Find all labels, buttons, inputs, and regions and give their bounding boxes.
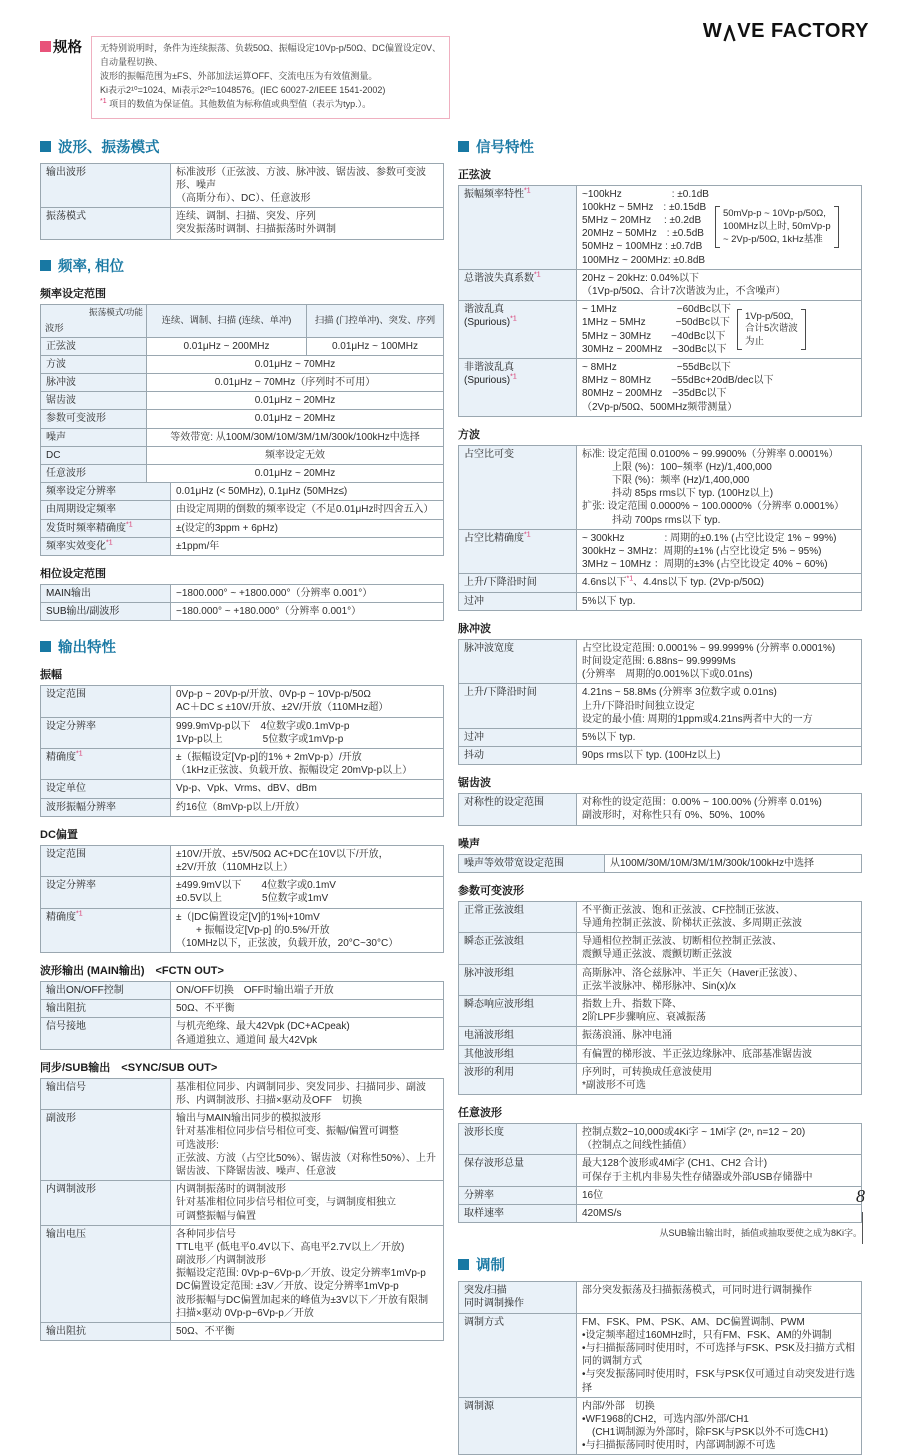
row-value: 占空比设定范围: 0.0001% ~ 99.9999% (分辨率 0.0001%) 时间设定范围: 6.88ns~ 99.9999Ms (分辨率 周期的0.001%以下或0.01ns) [582,642,836,681]
table-row [459,1313,861,1397]
spec-table [458,445,862,611]
row-value: ±（|DC偏置设定[V]的1%|+10mV + 振幅设定[Vp-p] 的0.5%/开放 （10MHz以下，正弦波，负载开放，20°C~30°C） [176,911,399,949]
table-row [41,876,443,907]
row-value: 与机壳绝缘、最大42Vpk (DC+ACpeak) 各通道独立、通道间 最大42Vpk [176,1021,350,1046]
table-row [459,746,861,764]
spec-table [458,1123,862,1223]
table-row [459,932,861,963]
table-row [459,640,861,684]
table-row [41,999,443,1017]
logo-waveform-icon [723,25,736,42]
column-header: 连续、调制、扫描 (连续、单冲) [147,305,307,337]
section-heading [458,1254,862,1275]
spec-table [40,981,444,1050]
table-row [41,1109,443,1180]
subsection-heading: 频率设定范围 [40,287,106,300]
table-row [459,728,861,746]
section-heading [40,136,444,157]
table-row [459,1186,861,1204]
footnote-marker: *1 [524,187,531,195]
row-label: 脉冲波形组 [459,965,577,995]
table-row [459,1124,861,1154]
table-row [41,908,443,953]
row-label: 信号接地 [41,1018,171,1048]
row-value: 5%以下 typ. [582,731,636,743]
row-value: 4.6ns以下$^{*1}$、4.4ns以下 typ. (2Vp-p/50Ω) [582,576,764,589]
row-value: 部分突发振荡及扫描振荡模式，可同时进行调制操作 [582,1285,812,1297]
table-row [41,982,443,999]
table-row [459,592,861,610]
row-label: 精确度$^{*1}$ [41,749,171,779]
section-heading-text: 频率, 相位 [58,258,125,275]
spec-table [40,685,444,817]
table-row [459,902,861,932]
row-label: 内调制波形 [41,1181,171,1225]
row-value: ±（振幅设定[Vp-p]的1% + 2mVp-p）/开放 （1kHz正弦波、负载开放、振幅设定 20mVp-p以上） [176,752,413,777]
spec-table [40,163,444,240]
row-value: 0.01μHz ~ 20MHz [254,467,336,479]
table-row [41,717,443,748]
table-row [41,779,443,797]
footnote-marker: *1 [106,539,113,547]
spec-table [40,845,444,953]
bracket-note: 1Vp-p/50Ω, 合计5次谐波 为止 [737,309,806,351]
row-label: SUB输出/副波形 [41,603,171,620]
row-label: 设定分辨率 [41,877,171,907]
footnote-marker: *1 [76,910,83,918]
row-value: 连续、调制、扫描、突发、序列 突发振荡时调制、扫描振荡时外调制 [176,211,336,236]
row-label: 脉冲波 [41,374,147,391]
row-value: 20Hz ~ 20kHz: 0.04%以下 （1Vp-p/50Ω、合计7次谐波为止，不含噪声） [582,272,786,297]
row-value: 各种同步信号 TTL电平 (低电平0.4V以下、高电平2.7V以上／开放) 副波形／内调制波形 振幅设定范围: 0Vp-p~6Vp-p／开放、设定分辨率1mVp-p DC偏置设定范围: ±3V／开放、设定分辨率1mVp-p 波形振幅与DC偏置加起来的峰值为±3V以下／开放有限制 扫描×驱动 0Vp-p~6Vp-p／开放 [176,1228,429,1319]
row-label: 抖动 [459,747,577,764]
subsection-heading: 锯齿波 [458,777,491,790]
table-footnote: 从SUB输出输出时，插值或抽取要使之成为8Ki字。 [659,1228,862,1239]
table-row [459,1154,861,1185]
footnote-marker: *1 [524,531,531,539]
row-label: 输出信号 [41,1079,171,1109]
frequency-range-table [40,304,444,484]
bracket-note: 50mVp-p ~ 10Vp-p/50Ω, 100MHz以上时, 50mVp-p ~ 2Vp-p/50Ω, 1kHz基准 [715,206,839,248]
row-value: 0.01μHz ~ 200MHz [147,338,307,355]
row-label: 波形长度 [459,1124,577,1154]
row-label: 占空比精确度$^{*1}$ [459,530,577,574]
table-row [459,1204,861,1222]
spec-table [458,901,862,1095]
row-label: 方波 [41,356,147,373]
row-label: 其他波形组 [459,1046,577,1063]
table-row [41,464,443,482]
table-row [459,855,861,872]
spec-heading-text: 规格 [53,40,82,56]
row-label: 输出ON/OFF控制 [41,982,171,999]
row-label: 保存波形总量 [459,1155,577,1185]
row-label: 设定范围 [41,686,171,716]
heading-square-icon [40,41,51,52]
section-heading [40,255,444,276]
spec-table [40,1078,444,1341]
row-value: 标准: 设定范围 0.0100% ~ 99.9900%（分辨率 0.0001%） 上限 (%)：100−频率 (Hz)/1,400,000 下限 (%)：频率 (Hz)/1,400,000 抖动 85ps rms以下 typ. (100Hz以上) 扩张: 设定范围 0.0000% ~ 100.0000%（分辨率 0.0001%） 抖动 700ps rms以下 typ. [582,448,845,526]
table-row [41,391,443,409]
page-number [856,1186,865,1207]
spec-heading [40,36,82,57]
row-label: 副波形 [41,1110,171,1180]
row-value: ±(设定的3ppm + 6pHz) [176,522,278,534]
row-value: 0.01μHz ~ 70MHz [254,358,336,370]
row-value: 频率设定无效 [265,449,325,461]
spec-table [458,793,862,825]
row-value [577,186,861,269]
row-value: 约16位（8mVp-p以上/开放） [176,801,305,813]
row-label: 调制源 [459,1398,577,1455]
row-label: 上升/下降沿时间 [459,684,577,728]
section-square-icon [40,260,51,271]
row-label: 过冲 [459,593,577,610]
subsection-heading: 同步/SUB输出 <SYNC/SUB OUT> [40,1061,218,1074]
section-heading-text: 输出特性 [58,640,116,657]
row-label: 上升/下降沿时间 [459,574,577,591]
row-value: 对称性的设定范围：0.00% ~ 100.00% (分辨率 0.01%) 副波形时，对称性只有 0%、50%、100% [582,797,822,822]
row-label: 电涌波形组 [459,1027,577,1044]
section-square-icon [40,641,51,652]
row-value: 输出与MAIN输出同步的模拟波形 针对基准相位同步信号相位可变、振幅/偏置可调整 可选波形: 正弦波、方波（占空比50%）、锯齿波（对称性50%）、上升锯齿波、下降锯齿波、噪声、任意波 [176,1113,437,1177]
row-label: 振荡模式 [41,208,171,238]
table-row [41,1322,443,1340]
table-row [41,446,443,464]
subsection-heading: 任意波形 [458,1107,502,1120]
spec-table [458,1281,862,1455]
spec-conditions-note: 无特别说明时，条件为连续振荡、负载50Ω、振幅设定10Vp-p/50Ω、DC偏置设定0V、自动量程切换、 波形的振幅范围为±FS、外部加法运算OFF、交流电压为有效值测量。 Ki表示2¹⁰=1024、Mi表示2²⁰=1048576。(IEC 60027-2/IEEE 1541-2002) $^{*1}$ 项目的数值为保证值。其他数值为标称值或典型值（表示为typ.）。 [91,36,450,119]
subsection-heading: 参数可变波形 [458,884,524,897]
table-row [41,537,443,555]
page-number-text: 8 [856,1186,865,1206]
row-value: 0Vp-p ~ 20Vp-p/开放、0Vp-p ~ 10Vp-p/50Ω AC＋DC ≤ ±10V/开放、±2V/开放（110MHz超） [176,689,389,714]
row-value: ~ 300kHz : 周期的±0.1% (占空比设定 1% ~ 99%) 300kHz ~ 3MHz：周期的±1% (占空比设定 5% ~ 95%) 3MHz ~ 10MHz ：周期的±3% (占空比设定 40% ~ 60%) [582,532,837,571]
row-label: 总谐波失真系数$^{*1}$ [459,270,577,300]
subsection-heading: 方波 [458,428,480,441]
row-label: 振幅频率特性$^{*1}$ [459,186,577,269]
table-row [459,573,861,591]
row-value: ±499.9mV以下 4位数字或0.1mV ±0.5V以上 5位数字或1mV [176,880,336,905]
table-row [41,748,443,779]
left-column [40,121,444,1455]
table-header-row [41,305,443,337]
row-label: 噪声等效带宽设定范围 [459,855,605,872]
section-square-icon [458,141,469,152]
table-row [41,373,443,391]
row-label: 设定范围 [41,846,171,876]
row-value: 内调制振荡时的调制波形 针对基准相位同步信号相位可变，与调制度相独立 可调整振幅与偏置 [176,1184,396,1222]
row-value: 999.9mVp-p以下 4位数字或0.1mVp-p 1Vp-p以上 5位数字或1mVp-p [176,720,350,745]
row-value: 不平衡正弦波、饱和正弦波、CF控制正弦波、 导通角控制正弦波、阶梯状正弦波、多周期正弦波 [582,904,802,929]
column-header: 扫描 (门控单冲)、突发、序列 [307,305,443,337]
row-value: ON/OFF切换 OFF时输出端子开放 [176,985,334,997]
row-label: 脉冲波宽度 [459,640,577,684]
row-value: 16位 [582,1189,604,1201]
row-label: 设定分辨率 [41,718,171,748]
row-value: 420MS/s [582,1208,622,1219]
table-row [41,207,443,238]
spec-table [458,185,862,417]
row-label: 输出阻抗 [41,1000,171,1017]
row-value: 4.21ns ~ 58.8Ms (分辨率 3位数字或 0.01ns) 上升/下降沿时间独立设定 设定的最小值: 周期的1ppm或4.21ns两者中大的一方 [582,687,813,725]
table-row [459,529,861,574]
row-value: 0.01μHz ~ 20MHz [254,413,336,425]
table-row [459,1063,861,1094]
section-heading-text: 波形、振荡模式 [58,139,160,156]
row-label: 输出波形 [41,164,171,208]
right-column [458,121,862,1455]
table-row [459,1026,861,1044]
row-label: 谐波乱真 (Spurious)$^{*1}$ [459,301,577,358]
table-row [41,483,443,500]
row-value: 指数上升、指数下降、 2阶LPF步骤响应、衰减振荡 [582,998,706,1024]
row-label: 波形振幅分辨率 [41,799,171,816]
table-row [459,995,861,1026]
row-value: 5%以下 typ. [582,595,636,607]
subsection-heading: 正弦波 [458,168,491,181]
spec-table [458,639,862,766]
row-value-text: ~100kHz : ±0.1dB 100kHz ~ 5MHz : ±0.15dB 5MHz ~ 20MHz : ±0.2dB 20MHz ~ 50MHz : ±0.5dB 50MHz ~ 100MHz : ±0.7dB 100MHz ~ 200MHz: ±0.8dB [582,188,709,266]
table-row [41,164,443,208]
section-heading [40,636,444,657]
row-value: ±10V/开放、±5V/50Ω AC+DC在10V以下/开放， ±2V/开放（110MHz以上） [176,848,389,873]
table-row [459,358,861,416]
row-value [577,301,861,358]
table-row [41,1017,443,1048]
row-value: −1800.000° ~ +1800.000°（分辨率 0.001°） [176,587,373,599]
row-value: ~ 8MHz −55dBc以下 8MHz ~ 80MHz −55dBc+20dB/dec以下 80MHz ~ 200MHz −35dBc以下 （2Vp-p/50Ω、500MHz频带测量） [582,361,774,413]
row-label: 调制方式 [459,1314,577,1397]
row-label: 波形的利用 [459,1064,577,1094]
table-row [41,355,443,373]
brand-logo [703,20,869,43]
table-row [41,846,443,876]
row-label: 输出阻抗 [41,1323,171,1340]
row-label: 正弦波 [41,338,147,355]
logo-text-suffix: VE FACTORY [737,20,869,42]
table-row [41,686,443,716]
row-value: 有偏置的梯形波、半正弦边缘脉冲、底部基准锯齿波 [582,1048,812,1060]
row-label: 瞬态响应波形组 [459,996,577,1026]
row-value: 由设定周期的倒数的频率设定（不足0.01μHz时四舍五入） [176,504,434,516]
table-row [459,794,861,824]
row-label: 突发/扫描 同时调制操作 [459,1282,577,1312]
diagonal-bottom-label: 波形 [45,323,64,334]
row-value: 导通相位控制正弦波、切断相位控制正弦波、 震颤导通正弦波、震颤切断正弦波 [582,936,782,961]
footnote-marker: *1 [76,750,83,758]
row-label: 任意波形 [41,465,147,482]
row-label: 正常正弦波组 [459,902,577,932]
table-row [459,1045,861,1063]
row-label: 分辨率 [459,1187,577,1204]
row-label: 非谐波乱真 (Spurious)$^{*1}$ [459,359,577,416]
table-row [459,1282,861,1312]
footnote-marker: *1 [100,97,107,105]
row-value: 高斯脉冲、洛仑兹脉冲、半正矢（Haver正弦波）、 正弦半波脉冲、梯形脉冲、Sin(x)/x [582,967,804,992]
row-label: MAIN输出 [41,585,171,602]
footnote-marker: *1 [510,316,517,324]
row-value: 控制点数2~10,000或4Ki字 ~ 1Mi字 (2ⁿ, n=12 ~ 20) （控制点之间线性插值） [582,1127,806,1152]
table-row [459,683,861,728]
table-row [459,269,861,300]
row-value: ±1ppm/年 [176,540,220,552]
page-fold-mark [862,1212,863,1244]
row-label: 瞬态正弦波组 [459,933,577,963]
section-heading [458,136,862,157]
table-row [41,585,443,602]
row-label: 参数可变波形 [41,410,147,427]
row-value: 50Ω、不平衡 [176,1003,235,1015]
spec-table [40,482,444,556]
row-value: 0.01μHz (< 50MHz), 0.1μHz (50MHz≤) [176,486,348,498]
row-value: 90ps rms以下 typ. (100Hz以上) [582,750,721,762]
row-label: 输出电压 [41,1226,171,1322]
row-value: Vp-p、Vpk、Vrms、dBV、dBm [176,783,317,795]
subsection-heading: 脉冲波 [458,622,491,635]
row-value: FM、FSK、PM、PSK、AM、DC偏置调制、PWM •设定频率超过160MHz时，只有FM、FSK、AM的外调制 •与扫描振荡同时使用时，不可选择与FSK、PSK及扫描方式相同的调制方式 •与突发振荡同时使用时，FSK与PSK仅可通过自动突发进行选择 [582,1316,855,1394]
table-row [459,186,861,269]
logo-text-prefix: W [702,20,723,42]
row-value: 从100M/30M/10M/3M/1M/300k/100kHz中选择 [610,857,814,869]
section-heading-text: 调制 [476,1258,505,1275]
row-label: 占空比可变 [459,446,577,529]
table-row [41,602,443,620]
row-label: 设定单位 [41,780,171,797]
section-square-icon [458,1259,469,1270]
row-label: 取样速率 [459,1205,577,1222]
table-row [41,519,443,537]
table-row [41,337,443,355]
row-label: 精确度$^{*1}$ [41,909,171,953]
row-value: 50Ω、不平衡 [176,1326,235,1337]
table-row [41,1180,443,1225]
row-label: 锯齿波 [41,392,147,409]
subsection-heading: DC偏置 [40,828,78,841]
row-label: 对称性的设定范围 [459,794,577,824]
row-value: 序列时，可转换成任意波使用 *副波形不可选 [582,1066,712,1091]
subsection-heading: 相位设定范围 [40,567,106,580]
row-value: 振荡浪涌、脉冲电涌 [582,1030,672,1042]
row-value: −180.000° ~ +180.000°（分辨率 0.001°） [176,606,362,618]
row-value: 等效带宽: 从100M/30M/10M/3M/1M/300k/100kHz中选择 [170,431,420,443]
row-value-text: ~ 1MHz −60dBc以下 1MHz ~ 5MHz −50dBc以下 5MHz ~ 30MHz −40dBc以下 30MHz ~ 200MHz −30dBc以下 [582,304,731,355]
row-label: 发货时频率精确度$^{*1}$ [41,520,171,537]
row-value: 0.01μHz ~ 70MHz（序列时不可用） [214,377,376,388]
row-label: 频率设定分辨率 [41,483,171,500]
footnote-marker: *1 [126,521,133,529]
spec-table [458,854,862,873]
spec-table [40,584,444,621]
row-value: 标准波形（正弦波、方波、脉冲波、锯齿波、参数可变波形、噪声 （高斯分布）、DC）、任意波形 [176,166,426,205]
subsection-heading: 振幅 [40,669,62,682]
footnote-marker: *1 [626,576,634,584]
two-column-layout [40,121,867,1455]
section-square-icon [40,141,51,152]
footnote-marker: *1 [534,271,541,279]
subsection-heading: 噪声 [458,837,480,850]
table-row [459,446,861,529]
row-value: 最大128个波形或4Mi字 (CH1、CH2 合计) 可保存于主机内非易失性存储器或外部USB存储器中 [582,1158,813,1183]
table-row [41,798,443,816]
table-row [459,300,861,358]
diagonal-header-cell [41,305,147,337]
table-row [459,1397,861,1455]
table-row [41,1225,443,1322]
table-row [41,409,443,427]
subsection-heading: 波形输出 (MAIN输出) <FCTN OUT> [40,965,224,978]
row-label: 过冲 [459,729,577,746]
table-row [459,964,861,995]
section-heading-text: 信号特性 [476,139,534,156]
row-value: 0.01μHz ~ 100MHz [331,340,419,352]
row-value: 基准相位同步、内调制同步、突发同步、扫描同步、副波形、内调制波形、扫描×驱动及OFF 切换 [176,1081,426,1106]
row-label: 由周期设定频率 [41,501,171,518]
spec-header-row [40,36,450,119]
row-label: DC [41,447,147,464]
diagonal-top-label: 振荡模式/功能 [89,306,143,317]
row-label: 噪声 [41,429,147,446]
table-row [41,500,443,518]
row-value: 0.01μHz ~ 20MHz [254,395,336,407]
table-row [41,428,443,446]
table-row [41,1079,443,1109]
row-label: 频率实效变化$^{*1}$ [41,538,171,555]
footnote-marker: *1 [510,373,517,381]
row-value: 内部/外部 切换 •WF1968的CH2，可选内部/外部/CH1 (CH1调制源为外部时，除FSK与PSK以外不可选CH1) •与扫描振荡同时使用时，内部调制源不可选 [582,1400,829,1452]
